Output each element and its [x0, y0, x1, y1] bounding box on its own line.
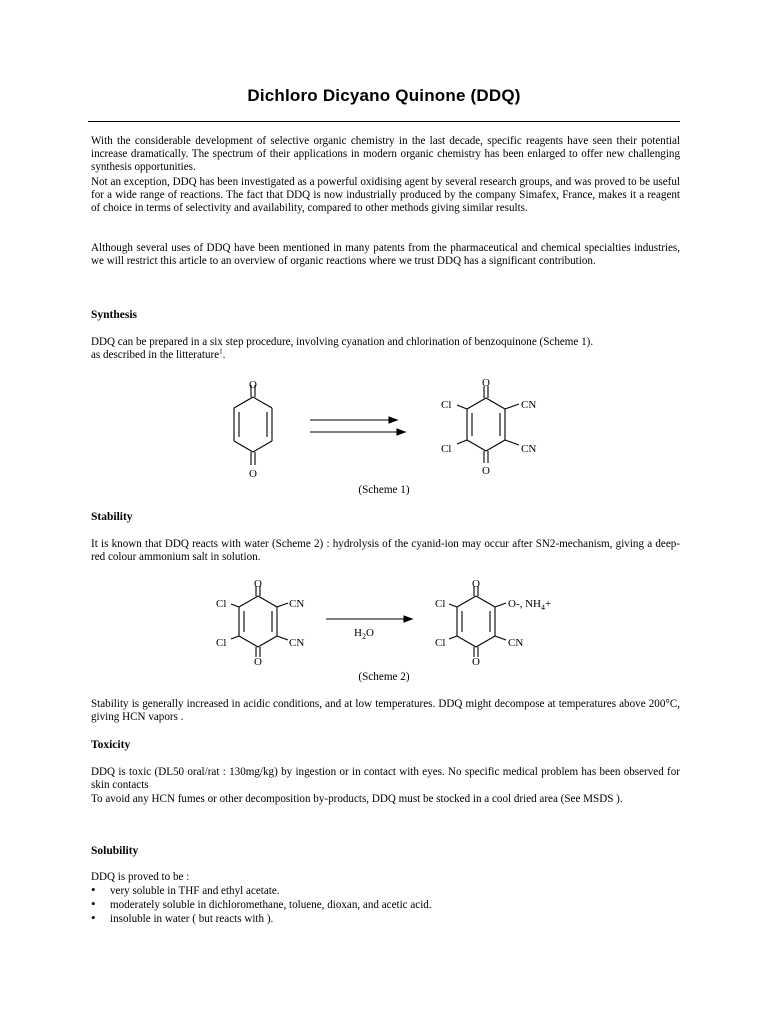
stability-paragraph-2: Stability is generally increased in acidic conditions, and at low temperatures. DDQ might decompose at temperatures above 200°C, giving HCN vapors . [91, 698, 680, 724]
ddq-structure [231, 586, 288, 657]
synthesis-text: DDQ can be prepared in a six step procedure, involving cyanation and chlorination of benzoquinone (Scheme 1). [91, 336, 594, 348]
atom-label: O [249, 468, 257, 480]
atom-label: CN [521, 399, 537, 411]
synthesis-text-2: as described in the litterature [91, 349, 220, 362]
atom-label: CN [521, 443, 537, 455]
stability-heading: Stability [91, 511, 133, 523]
scheme-1-diagram [0, 372, 768, 482]
page-title: Dichloro Dicyano Quinone (DDQ) [247, 86, 521, 105]
atom-label: Cl [441, 443, 452, 455]
intro-paragraph-2: Not an exception, DDQ has been investigated as a powerful oxidising agent by several research groups, and was proved to be useful for a wide range of reactions. The fact that DDQ is now industrially produced by the company Simafex, France, makes it a reagent of choice in terms of selectivity and availability, compared to other methods giving similar results. [91, 176, 680, 215]
synthesis-paragraph [91, 336, 680, 362]
synthesis-heading: Synthesis [91, 309, 138, 321]
atom-label: CN [289, 637, 305, 649]
atom-label: CN [289, 598, 305, 610]
toxicity-paragraph-1: DDQ is toxic (DL50 oral/rat : 130mg/kg) by ingestion or in contact with eyes. No specific medical problem has been observed for skin contacts [91, 766, 680, 792]
benzoquinone-structure [234, 385, 272, 465]
scheme-1-caption: (Scheme 1) [358, 484, 410, 496]
atom-label: O [482, 465, 490, 477]
stability-paragraph: It is known that DDQ reacts with water (Scheme 2) : hydrolysis of the cyanid-ion may occur after SN2-mechanism, giving a deep-red colour ammonium salt in solution. [91, 538, 680, 564]
salt-label: O-, $NH_4+$ [508, 598, 552, 612]
atom-label: Cl [435, 598, 446, 610]
scheme-2-caption: (Scheme 2) [358, 671, 410, 683]
atom-label: O [482, 377, 490, 389]
reference-mark: 1 [219, 347, 223, 356]
reagent-label: $H_2O$ [354, 627, 374, 641]
atom-label: Cl [216, 637, 227, 649]
atom-label: O [249, 379, 257, 391]
ddq-structure [457, 386, 519, 463]
list-item: • insoluble in water ( but reacts with ). [91, 912, 432, 926]
solubility-heading: Solubility [91, 845, 139, 857]
reaction-arrows [310, 417, 405, 435]
title-rule [88, 121, 680, 122]
atom-label: O [472, 656, 480, 668]
hydrolysis-product-structure [449, 586, 506, 657]
atom-label: CN [508, 637, 524, 649]
atom-label: O [472, 578, 480, 590]
atom-label: O [254, 656, 262, 668]
synthesis-text-end: . [222, 349, 226, 362]
solubility-list [91, 884, 432, 927]
atom-label: Cl [435, 637, 446, 649]
atom-label: O [254, 578, 262, 590]
solubility-intro: DDQ is proved to be : [91, 871, 190, 883]
toxicity-paragraph-2: To avoid any HCN fumes or other decomposition by-products, DDQ must be stocked in a cool dried area (See MSDS ). [91, 793, 623, 805]
scheme-2-diagram [0, 574, 768, 670]
list-item: • very soluble in THF and ethyl acetate. [91, 884, 432, 898]
intro-paragraph-1: With the considerable development of selective organic chemistry in the last decade, specific reagents have seen their potential increase dramatically. The spectrum of their applications in modern organic chemistry has been enlarged to offer new challenging synthesis opportunities. [91, 135, 680, 174]
reaction-arrow [326, 616, 412, 622]
atom-label: Cl [441, 399, 452, 411]
intro-paragraph-3: Although several uses of DDQ have been mentioned in many patents from the pharmaceutical and chemical specialties industries, we will restrict this article to an overview of organic reactions where we trust DDQ has a significant contribution. [91, 242, 680, 268]
list-item: • moderately soluble in dichloromethane, toluene, dioxan, and acetic acid. [91, 898, 432, 912]
toxicity-heading: Toxicity [91, 739, 131, 751]
atom-label: Cl [216, 598, 227, 610]
